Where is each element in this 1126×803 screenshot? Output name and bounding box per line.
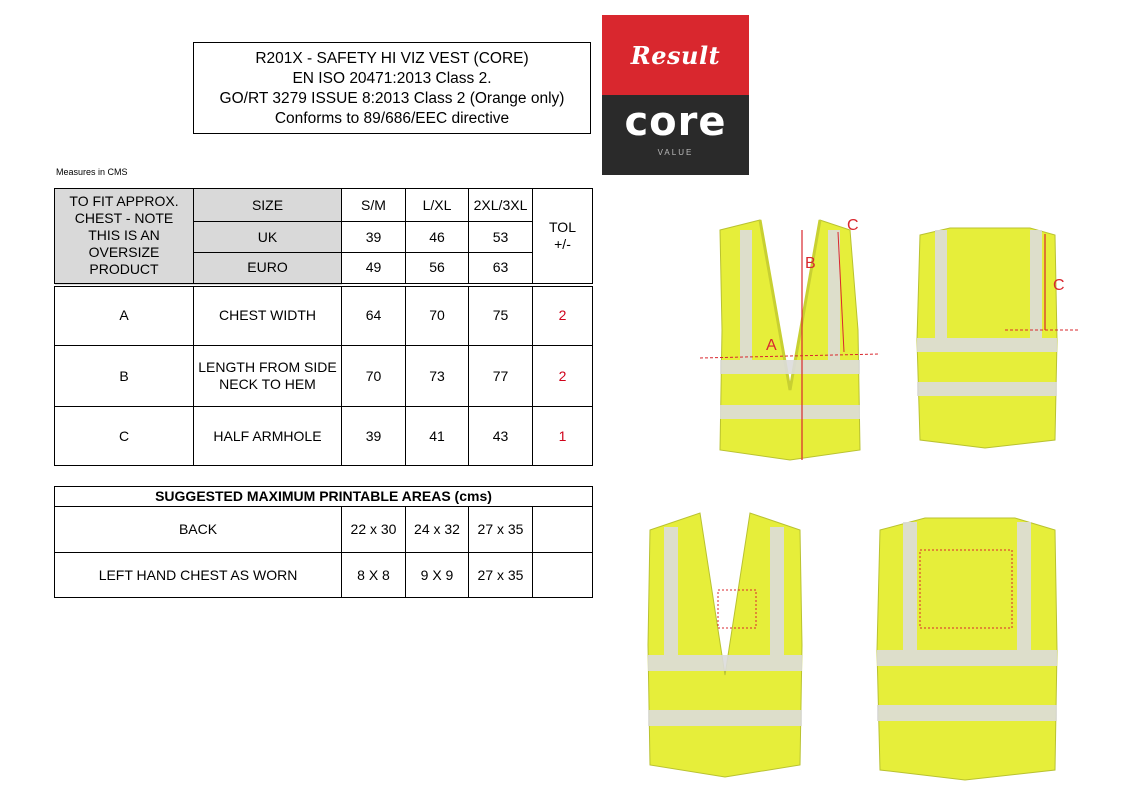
tol-header: TOL +/- bbox=[533, 189, 593, 285]
vest-back-print-image bbox=[865, 510, 1070, 785]
logo-core-text: core bbox=[624, 99, 727, 145]
row-value: 39 bbox=[342, 407, 406, 466]
diagram-label-a: A bbox=[766, 337, 777, 354]
euro-value: 63 bbox=[469, 253, 533, 285]
euro-value: 56 bbox=[406, 253, 469, 285]
table-row bbox=[55, 553, 593, 598]
row-value: 70 bbox=[406, 285, 469, 346]
area-value: 9 X 9 bbox=[406, 553, 469, 598]
area-value: 27 x 35 bbox=[469, 507, 533, 553]
row-tol: 2 bbox=[533, 346, 593, 407]
euro-label: EURO bbox=[194, 253, 342, 285]
logo-brand: Result bbox=[630, 40, 721, 70]
area-value: 27 x 35 bbox=[469, 553, 533, 598]
row-value: 73 bbox=[406, 346, 469, 407]
row-tol: 1 bbox=[533, 407, 593, 466]
size-col: 2XL/3XL bbox=[469, 189, 533, 222]
title-line: EN ISO 20471:2013 Class 2. bbox=[292, 70, 492, 87]
row-code: A bbox=[55, 285, 194, 346]
title-line: R201X - SAFETY HI VIZ VEST (CORE) bbox=[255, 50, 529, 67]
table-row bbox=[55, 346, 593, 407]
row-code: B bbox=[55, 346, 194, 407]
row-value: 64 bbox=[342, 285, 406, 346]
table-row bbox=[55, 507, 593, 553]
uk-value: 53 bbox=[469, 222, 533, 253]
printable-areas-table bbox=[54, 486, 593, 598]
area-value: 24 x 32 bbox=[406, 507, 469, 553]
size-header: SIZE bbox=[194, 189, 342, 222]
diagram-label-b: B bbox=[805, 255, 816, 272]
row-tol: 2 bbox=[533, 285, 593, 346]
euro-value: 49 bbox=[342, 253, 406, 285]
row-value: 70 bbox=[342, 346, 406, 407]
logo-red-panel bbox=[602, 15, 749, 95]
vest-front-print-image bbox=[640, 505, 810, 785]
table-row bbox=[55, 285, 593, 346]
logo-value-text: VALUE bbox=[657, 148, 694, 157]
table-row bbox=[55, 407, 593, 466]
fit-note-cell: TO FIT APPROX. CHEST - NOTE THIS IS AN OVERSIZE PRODUCT bbox=[55, 189, 194, 285]
measures-note: Measures in CMS bbox=[56, 167, 128, 177]
row-value: 43 bbox=[469, 407, 533, 466]
title-line: Conforms to 89/686/EEC directive bbox=[274, 110, 510, 127]
area-value: 8 X 8 bbox=[342, 553, 406, 598]
result-core-logo bbox=[602, 15, 749, 175]
size-col: L/XL bbox=[406, 189, 469, 222]
diagram-label-c-back: C bbox=[1053, 277, 1065, 294]
area-empty bbox=[533, 507, 593, 553]
uk-value: 46 bbox=[406, 222, 469, 253]
row-value: 77 bbox=[469, 346, 533, 407]
area-empty bbox=[533, 553, 593, 598]
title-line: GO/RT 3279 ISSUE 8:2013 Class 2 (Orange only) bbox=[219, 90, 565, 107]
row-name: CHEST WIDTH bbox=[194, 285, 342, 346]
row-code: C bbox=[55, 407, 194, 466]
vest-back-measure-image bbox=[905, 220, 1080, 450]
row-value: 41 bbox=[406, 407, 469, 466]
size-col: S/M bbox=[342, 189, 406, 222]
uk-label: UK bbox=[194, 222, 342, 253]
vest-front-measure-image bbox=[690, 210, 890, 470]
diagram-label-c: C bbox=[847, 217, 859, 234]
uk-value: 39 bbox=[342, 222, 406, 253]
size-table bbox=[54, 188, 593, 466]
row-name: HALF ARMHOLE bbox=[194, 407, 342, 466]
area-name: BACK bbox=[55, 507, 342, 553]
area-name: LEFT HAND CHEST AS WORN bbox=[55, 553, 342, 598]
area-value: 22 x 30 bbox=[342, 507, 406, 553]
row-name: LENGTH FROM SIDE NECK TO HEM bbox=[194, 346, 342, 407]
row-value: 75 bbox=[469, 285, 533, 346]
printable-areas-title: SUGGESTED MAXIMUM PRINTABLE AREAS (cms) bbox=[55, 487, 593, 507]
title-box bbox=[193, 42, 591, 134]
